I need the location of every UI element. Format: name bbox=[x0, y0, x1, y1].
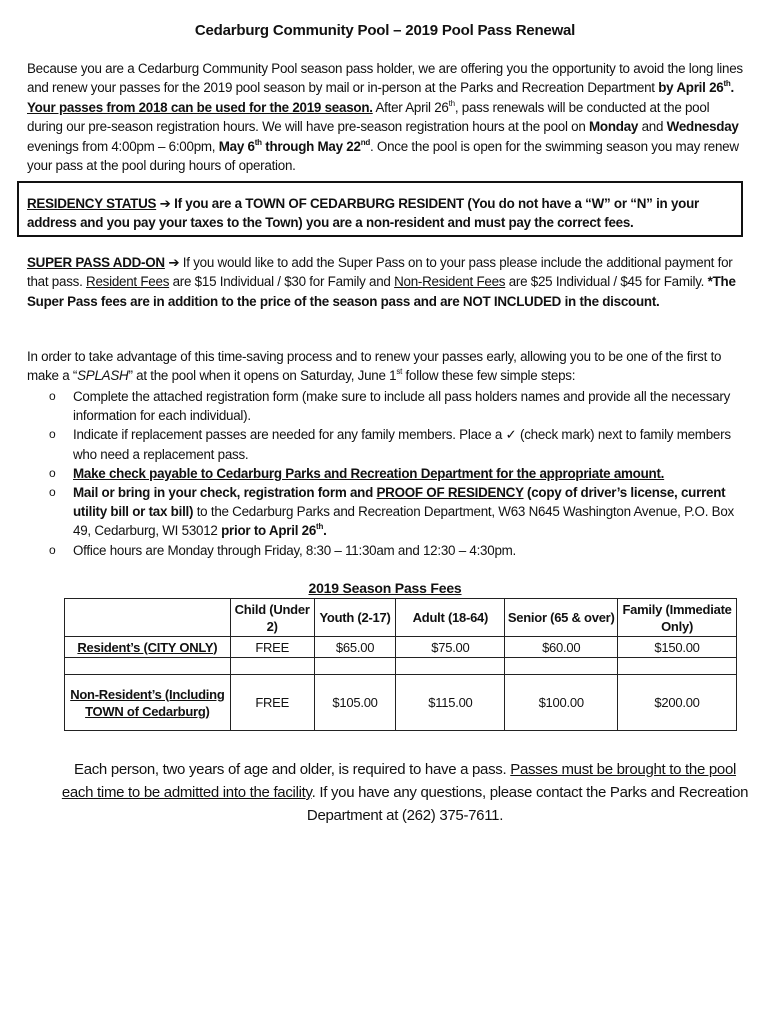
list-item bbox=[49, 541, 749, 560]
advantage-text: In order to take advantage of this time-saving process and to renew your passes early, allowing you to be one of the first to make a “ bbox=[27, 349, 722, 384]
table-row-spacer bbox=[65, 658, 737, 675]
check-mark-icon: ✓ bbox=[505, 427, 517, 443]
superpass-text-2: are $15 Individual / $30 for Family and bbox=[169, 274, 395, 290]
table-cell: FREE bbox=[230, 637, 314, 658]
step-text: Mail or bring in your check, registration form and bbox=[73, 485, 377, 501]
deadline-end: . bbox=[730, 80, 735, 96]
step-text: (check mark) next to family members who need a replacement pass. bbox=[73, 427, 731, 462]
superpass-label: SUPER PASS ADD-ON bbox=[27, 255, 165, 270]
arrow-right-icon: ➔ bbox=[159, 196, 171, 211]
table-row bbox=[65, 675, 737, 731]
table-cell bbox=[230, 658, 314, 675]
closing-underline: Passes must be brought to the pool each time to be admitted into the facility bbox=[61, 761, 737, 801]
table-header: Senior (65 & over) bbox=[505, 599, 618, 637]
steps-list bbox=[49, 387, 749, 560]
table-header: Adult (18-64) bbox=[396, 599, 505, 637]
through-text: through May 22 bbox=[261, 138, 361, 154]
step-text: Make check payable to Cedarburg Parks and Recreation Department for the appropriate amount. bbox=[73, 465, 665, 481]
table-cell: $65.00 bbox=[314, 637, 396, 658]
row-label: Resident’s (CITY ONLY) bbox=[65, 637, 231, 658]
superpass-paragraph bbox=[27, 253, 745, 311]
closing-text-2: . If you have any questions, please contact the Parks and Recreation Department at (262) 375-7611. bbox=[306, 784, 749, 824]
resident-fees-label: Resident Fees bbox=[86, 274, 170, 290]
table-header-row bbox=[65, 599, 737, 637]
page-title: Cedarburg Community Pool – 2019 Pool Pass Renewal bbox=[194, 22, 576, 39]
table-cell: $75.00 bbox=[396, 637, 505, 658]
intro-sup-2: th bbox=[448, 98, 455, 108]
closing-paragraph bbox=[60, 758, 750, 827]
list-item bbox=[49, 387, 749, 425]
table-cell: $150.00 bbox=[618, 637, 737, 658]
intro-text-5: . Once the pool is open for the swimming season you may renew your pass at the pool during hours of operation. bbox=[27, 138, 739, 174]
intro-text: Because you are a Cedarburg Community Pool season pass holder, we are offering you the opportunity to avoid the long lines and renew your passes for the 2019 pool season by mail or in-person at the Parks and Recreation Department bbox=[27, 61, 743, 96]
row-label: Non-Resident’s (Including TOWN of Cedarburg) bbox=[65, 675, 231, 731]
table-cell: $100.00 bbox=[505, 675, 618, 731]
table-cell bbox=[396, 658, 505, 675]
step-text: Complete the attached registration form (make sure to include all pass holders names and provide all the necessary information for each individual). bbox=[73, 389, 731, 424]
arrow-right-icon: ➔ bbox=[168, 255, 180, 270]
advantage-text-3: follow these few simple steps: bbox=[402, 368, 576, 384]
table-cell: $105.00 bbox=[314, 675, 396, 731]
step-text: prior to April 26 bbox=[221, 523, 317, 539]
residency-label: RESIDENCY STATUS bbox=[27, 196, 157, 211]
and-text: and bbox=[638, 119, 667, 135]
superpass-note: *The Super Pass fees are in addition to the price of the season pass and are NOT INCLUDED in the discount. bbox=[27, 274, 736, 309]
bullet-icon: o bbox=[49, 389, 56, 403]
splash-text: SPLASH bbox=[77, 368, 129, 384]
table-cell: $200.00 bbox=[618, 675, 737, 731]
list-item bbox=[49, 464, 749, 483]
may6-sup: th bbox=[254, 137, 262, 147]
step-text: Office hours are Monday through Friday, 8:30 – 11:30am and 12:30 – 4:30pm. bbox=[73, 542, 517, 558]
fees-table bbox=[64, 598, 737, 731]
wednesday-text: Wednesday bbox=[666, 119, 739, 135]
bullet-icon: o bbox=[49, 427, 56, 442]
table-cell: $115.00 bbox=[396, 675, 505, 731]
intro-text-2: After April 26 bbox=[372, 99, 449, 115]
advantage-paragraph bbox=[27, 347, 745, 386]
table-header: Family (Immediate Only) bbox=[618, 599, 737, 637]
residency-status bbox=[27, 194, 739, 233]
may22-sup: nd bbox=[360, 137, 370, 147]
step-text: to the Cedarburg Parks and Recreation Department, W63 N645 Washington Avenue, P.O. Box 49, Cedarburg, WI 53012 bbox=[73, 504, 734, 539]
passes-note: Your passes from 2018 can be used for the 2019 season. bbox=[27, 99, 373, 115]
table-cell bbox=[618, 658, 737, 675]
table-header: Youth (2-17) bbox=[314, 599, 396, 637]
table-caption bbox=[0, 580, 770, 596]
intro-text-4: evenings from 4:00pm – 6:00pm, bbox=[27, 138, 219, 154]
deadline-sup: th bbox=[723, 79, 731, 89]
advantage-sup: st bbox=[396, 367, 403, 377]
may6-text: May 6 bbox=[218, 138, 255, 154]
closing-text: Each person, two years of age and older, is required to have a pass. bbox=[73, 761, 511, 778]
step-sup: th bbox=[316, 522, 324, 532]
deadline-text: by April 26 bbox=[658, 80, 724, 96]
nonresident-fees-label: Non-Resident Fees bbox=[394, 274, 506, 290]
table-cell bbox=[505, 658, 618, 675]
monday-text: Monday bbox=[589, 119, 639, 135]
list-item bbox=[49, 483, 749, 541]
step-text: (copy of driver’s license, current utility bill or tax bill) bbox=[73, 485, 726, 520]
list-item bbox=[49, 425, 749, 463]
intro-paragraph bbox=[27, 59, 745, 175]
intro-text-3: , pass renewals will be conducted at the pool during our pre-season registration hours. We will have pre-season registration hours at the pool on bbox=[27, 99, 710, 135]
table-header: Child (Under 2) bbox=[230, 599, 314, 637]
table-cell: FREE bbox=[230, 675, 314, 731]
table-caption-text: 2019 Season Pass Fees bbox=[308, 580, 462, 596]
bullet-icon: o bbox=[49, 542, 56, 557]
step-text: . bbox=[323, 523, 327, 539]
superpass-text-3: are $25 Individual / $45 for Family. bbox=[505, 274, 708, 290]
table-cell bbox=[314, 658, 396, 675]
step-text: Indicate if replacement passes are needed for any family members. Place a bbox=[73, 427, 506, 443]
bullet-icon: o bbox=[49, 465, 56, 480]
proof-of-residency: PROOF OF RESIDENCY bbox=[376, 485, 524, 501]
table-header bbox=[65, 599, 231, 637]
superpass-text: If you would like to add the Super Pass on to your pass please include the additional payment for that pass. bbox=[27, 255, 733, 290]
advantage-text-2: ” at the pool when it opens on Saturday, June 1 bbox=[128, 368, 397, 384]
table-row bbox=[65, 637, 737, 658]
bullet-icon: o bbox=[49, 485, 56, 500]
table-cell bbox=[65, 658, 231, 675]
residency-text: If you are a TOWN OF CEDARBURG RESIDENT (You do not have a “W” or “N” in your address and you pay your taxes to the Town) you are a non-resident and must pay the correct fees. bbox=[27, 196, 699, 231]
table-cell: $60.00 bbox=[505, 637, 618, 658]
